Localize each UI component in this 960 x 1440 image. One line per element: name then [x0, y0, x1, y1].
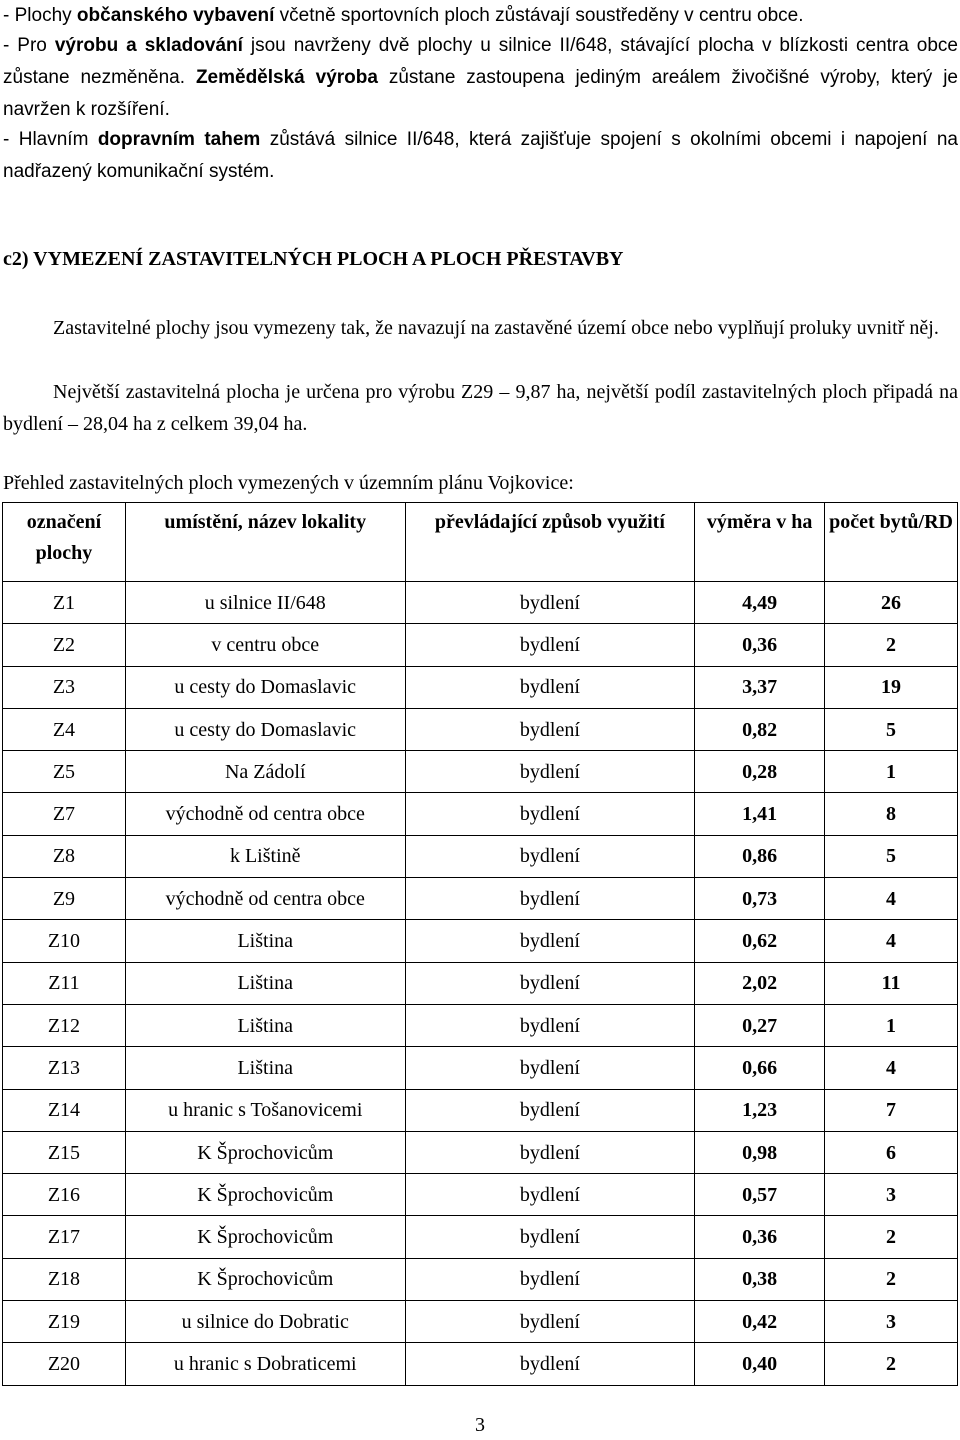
- cell-usage: bydlení: [405, 708, 695, 750]
- cell-area-id: Z5: [3, 751, 126, 793]
- cell-dwellings: 1: [825, 1004, 958, 1046]
- cell-area-ha: 1,41: [695, 793, 825, 835]
- cell-usage: bydlení: [405, 1089, 695, 1131]
- table-row: [3, 793, 958, 835]
- cell-usage: bydlení: [405, 1004, 695, 1046]
- cell-location: východně od centra obce: [125, 878, 405, 920]
- table-row: [3, 920, 958, 962]
- cell-area-id: Z16: [3, 1174, 126, 1216]
- cell-dwellings: 3: [825, 1301, 958, 1343]
- table-row: [3, 751, 958, 793]
- bullet-text: - Plochy: [3, 5, 77, 26]
- cell-area-id: Z2: [3, 624, 126, 666]
- cell-area-id: Z15: [3, 1131, 126, 1173]
- cell-usage: bydlení: [405, 962, 695, 1004]
- header-area-ha: výměra v ha: [695, 503, 825, 582]
- cell-location: K Šprochovicům: [125, 1174, 405, 1216]
- cell-area-id: Z18: [3, 1258, 126, 1300]
- cell-dwellings: 4: [825, 1047, 958, 1089]
- cell-area-id: Z12: [3, 1004, 126, 1046]
- cell-area-ha: 0,86: [695, 835, 825, 877]
- cell-area-ha: 0,42: [695, 1301, 825, 1343]
- cell-usage: bydlení: [405, 878, 695, 920]
- bullet-transport: [3, 124, 958, 188]
- cell-area-ha: 0,36: [695, 1216, 825, 1258]
- cell-area-id: Z1: [3, 582, 126, 624]
- header-dwellings: počet bytů/RD: [825, 503, 958, 582]
- table-row: [3, 1089, 958, 1131]
- cell-location: v centru obce: [125, 624, 405, 666]
- cell-usage: bydlení: [405, 624, 695, 666]
- table-row: [3, 878, 958, 920]
- cell-area-ha: 2,02: [695, 962, 825, 1004]
- bullet-bold-term: občanského vybavení: [76, 5, 275, 26]
- bullet-text: - Pro: [3, 35, 55, 56]
- cell-area-ha: 0,57: [695, 1174, 825, 1216]
- table-row: [3, 1174, 958, 1216]
- cell-area-ha: 0,62: [695, 920, 825, 962]
- table-row: [3, 666, 958, 708]
- paragraph-largest-area: Největší zastavitelná plocha je určena pro výrobu Z29 – 9,87 ha, největší podíl zastavitelných ploch připadá na bydlení – 28,04 ha z celkem 39,04 ha.: [3, 381, 958, 435]
- cell-location: K Šprochovicům: [125, 1258, 405, 1300]
- cell-area-ha: 3,37: [695, 666, 825, 708]
- table-header-row: [3, 503, 958, 582]
- bullet-text: zůstane zastoupena jediným areálem živočišné výroby, který je navržen k rozšíření.: [3, 67, 958, 120]
- cell-location: u cesty do Domaslavic: [125, 666, 405, 708]
- bullet-civic-amenities: [3, 0, 958, 32]
- cell-dwellings: 26: [825, 582, 958, 624]
- table-body: [3, 582, 958, 1386]
- cell-usage: bydlení: [405, 1131, 695, 1173]
- cell-dwellings: 2: [825, 1343, 958, 1385]
- cell-area-ha: 0,82: [695, 708, 825, 750]
- header-usage: převládající způsob využití: [405, 503, 695, 582]
- cell-area-id: Z17: [3, 1216, 126, 1258]
- cell-dwellings: 2: [825, 624, 958, 666]
- table-row: [3, 1301, 958, 1343]
- cell-usage: bydlení: [405, 1174, 695, 1216]
- cell-area-ha: 0,73: [695, 878, 825, 920]
- buildable-areas-table: [2, 502, 958, 1386]
- cell-location: K Šprochovicům: [125, 1216, 405, 1258]
- cell-location: k Lištině: [125, 835, 405, 877]
- bullet-text: zůstává silnice II/648, která zajišťuje spojení s okolními obcemi i napojení na nadřazený komunikační systém.: [3, 129, 958, 182]
- cell-area-id: Z19: [3, 1301, 126, 1343]
- table-row: [3, 1131, 958, 1173]
- cell-area-ha: 0,36: [695, 624, 825, 666]
- cell-area-ha: 0,40: [695, 1343, 825, 1385]
- cell-area-id: Z13: [3, 1047, 126, 1089]
- table-row: [3, 835, 958, 877]
- cell-usage: bydlení: [405, 793, 695, 835]
- cell-area-id: Z14: [3, 1089, 126, 1131]
- cell-usage: bydlení: [405, 1301, 695, 1343]
- paragraph-buildable-areas: Zastavitelné plochy jsou vymezeny tak, že navazují na zastavěné území obce nebo vyplňují proluky uvnitř něj.: [53, 317, 939, 339]
- cell-usage: bydlení: [405, 751, 695, 793]
- cell-location: Liština: [125, 1004, 405, 1046]
- cell-area-ha: 0,98: [695, 1131, 825, 1173]
- header-area-id: označení plochy: [3, 503, 126, 582]
- cell-dwellings: 8: [825, 793, 958, 835]
- cell-area-ha: 1,23: [695, 1089, 825, 1131]
- page-number: 3: [475, 1414, 485, 1436]
- cell-usage: bydlení: [405, 666, 695, 708]
- cell-dwellings: 4: [825, 920, 958, 962]
- cell-location: K Šprochovicům: [125, 1131, 405, 1173]
- cell-usage: bydlení: [405, 1216, 695, 1258]
- bullet-text: - Hlavním: [3, 129, 98, 150]
- cell-area-id: Z8: [3, 835, 126, 877]
- cell-area-id: Z11: [3, 962, 126, 1004]
- cell-area-ha: 0,28: [695, 751, 825, 793]
- table-row: [3, 1004, 958, 1046]
- cell-area-id: Z9: [3, 878, 126, 920]
- cell-location: východně od centra obce: [125, 793, 405, 835]
- bullet-bold-term: výrobu a skladování: [54, 35, 243, 56]
- cell-location: u silnice II/648: [125, 582, 405, 624]
- bullet-production: [3, 30, 958, 126]
- cell-dwellings: 2: [825, 1258, 958, 1300]
- cell-dwellings: 2: [825, 1216, 958, 1258]
- table-row: [3, 624, 958, 666]
- cell-dwellings: 5: [825, 708, 958, 750]
- cell-area-ha: 0,66: [695, 1047, 825, 1089]
- table-row: [3, 962, 958, 1004]
- cell-dwellings: 11: [825, 962, 958, 1004]
- bullet-bold-term: Zemědělská výroba: [195, 67, 378, 88]
- bullet-bold-term: dopravním tahem: [97, 129, 261, 150]
- cell-area-id: Z7: [3, 793, 126, 835]
- cell-usage: bydlení: [405, 1047, 695, 1089]
- cell-area-ha: 0,27: [695, 1004, 825, 1046]
- cell-area-id: Z10: [3, 920, 126, 962]
- cell-area-id: Z4: [3, 708, 126, 750]
- cell-location: Na Zádolí: [125, 751, 405, 793]
- cell-dwellings: 3: [825, 1174, 958, 1216]
- cell-usage: bydlení: [405, 835, 695, 877]
- cell-usage: bydlení: [405, 920, 695, 962]
- cell-dwellings: 4: [825, 878, 958, 920]
- cell-area-ha: 4,49: [695, 582, 825, 624]
- table-caption: Přehled zastavitelných ploch vymezených v územním plánu Vojkovice:: [3, 472, 574, 494]
- cell-location: u hranic s Tošanovicemi: [125, 1089, 405, 1131]
- cell-area-ha: 0,38: [695, 1258, 825, 1300]
- table-row: [3, 582, 958, 624]
- cell-dwellings: 7: [825, 1089, 958, 1131]
- bullet-text: včetně sportovních ploch zůstávají soustředěny v centru obce.: [274, 5, 804, 26]
- cell-dwellings: 1: [825, 751, 958, 793]
- table-row: [3, 1047, 958, 1089]
- cell-dwellings: 19: [825, 666, 958, 708]
- table-row: [3, 1216, 958, 1258]
- cell-location: Liština: [125, 962, 405, 1004]
- cell-area-id: Z3: [3, 666, 126, 708]
- section-heading: c2) VYMEZENÍ ZASTAVITELNÝCH PLOCH A PLOCH PŘESTAVBY: [3, 248, 624, 270]
- cell-area-id: Z20: [3, 1343, 126, 1385]
- cell-location: u silnice do Dobratic: [125, 1301, 405, 1343]
- bullet-text: jsou navrženy dvě plochy u silnice II/648, stávající plocha v blízkosti centra obce zůstane nezměněna.: [3, 35, 958, 88]
- table-row: [3, 1258, 958, 1300]
- cell-location: u cesty do Domaslavic: [125, 708, 405, 750]
- cell-dwellings: 6: [825, 1131, 958, 1173]
- table-row: [3, 1343, 958, 1385]
- cell-usage: bydlení: [405, 1343, 695, 1385]
- cell-dwellings: 5: [825, 835, 958, 877]
- cell-usage: bydlení: [405, 582, 695, 624]
- cell-location: Liština: [125, 920, 405, 962]
- cell-usage: bydlení: [405, 1258, 695, 1300]
- cell-location: u hranic s Dobraticemi: [125, 1343, 405, 1385]
- table-row: [3, 708, 958, 750]
- cell-location: Liština: [125, 1047, 405, 1089]
- header-location: umístění, název lokality: [125, 503, 405, 582]
